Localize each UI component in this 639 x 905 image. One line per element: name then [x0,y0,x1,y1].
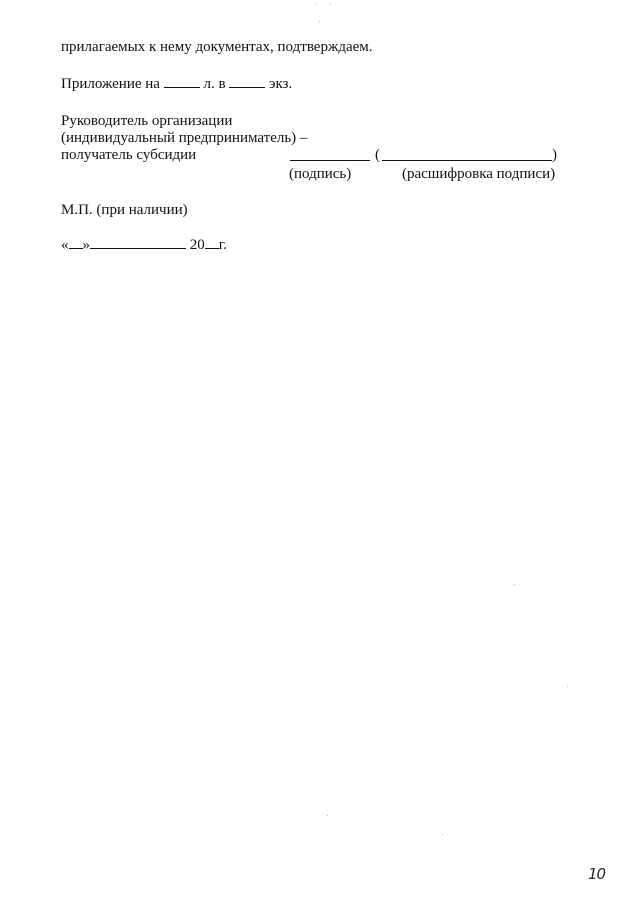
scan-speck [442,834,443,835]
date-close-quote: » [82,237,90,253]
decoding-blank [382,148,552,161]
signer-title-line3: получатель субсидии [61,147,197,163]
year-blank [205,236,219,249]
scan-speck [327,815,328,816]
day-blank [69,236,83,249]
month-blank [90,236,186,249]
date-year-suffix: г. [218,237,227,253]
date-year-prefix: 20 [189,237,205,253]
signature-caption: (подпись) [289,166,352,182]
decoding-paren-close: ) [552,147,557,163]
scan-speck [316,3,317,4]
signature-blank [290,148,370,161]
scan-speck [319,21,320,22]
decoding-paren-open: ( [375,147,380,163]
decoding-caption: (расшифровка подписи) [402,166,556,182]
date-open-quote: « [61,237,69,253]
attachment-middle: л. в [203,76,226,92]
page-number: 10 [588,865,606,883]
sheets-blank [164,75,200,88]
date-line [61,236,227,254]
stamp-line: М.П. (при наличии) [61,202,188,218]
copies-blank [229,75,265,88]
signer-title-line2: (индивидуальный предприниматель) – [61,130,308,146]
attachment-prefix: Приложение на [61,76,160,92]
scan-speck [330,3,331,4]
attachment-suffix: экз. [269,76,293,92]
signer-title-line1: Руководитель организации [61,113,233,129]
attachment-line [61,75,292,93]
continuation-text: прилагаемых к нему документах, подтверждаем. [61,39,373,55]
scan-speck [567,686,568,687]
scan-speck [514,584,515,585]
